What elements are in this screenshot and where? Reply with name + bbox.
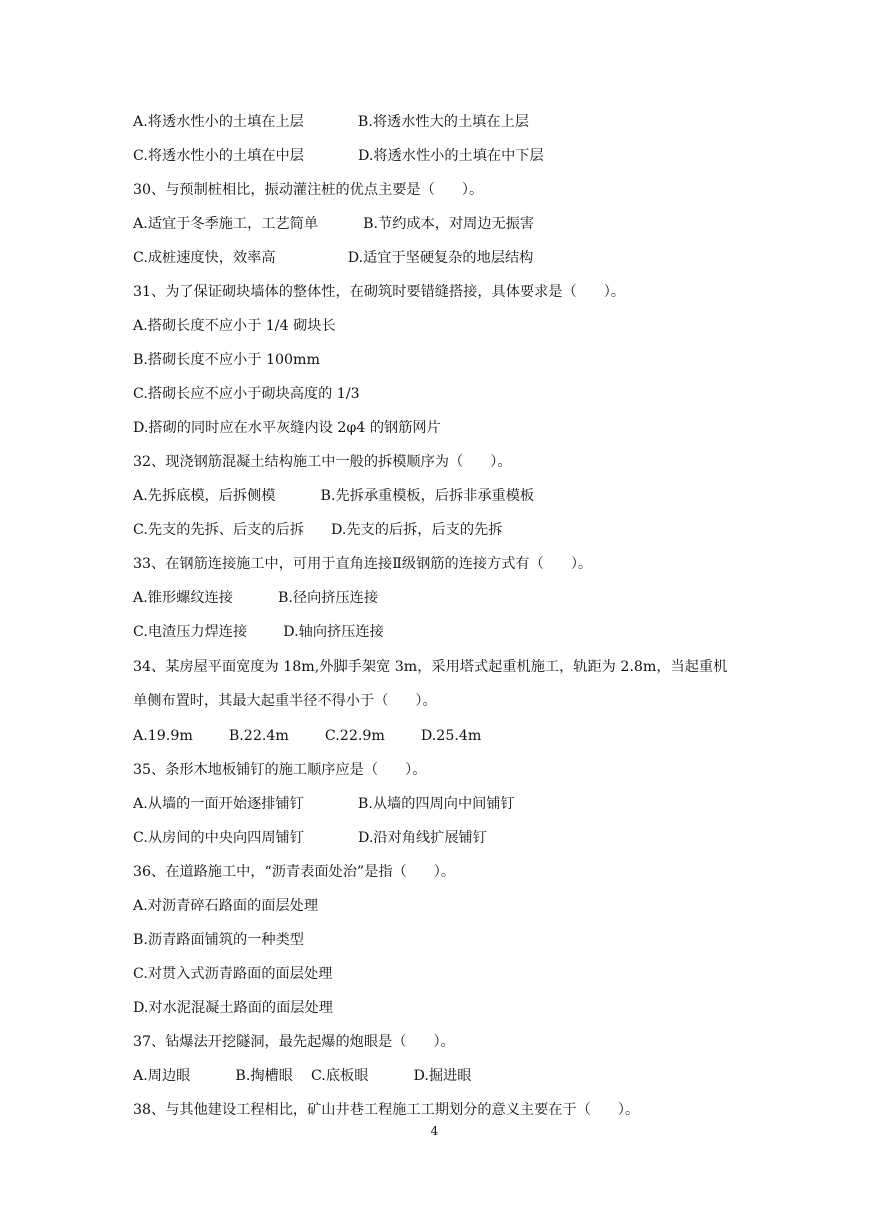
text-line: A.周边眼 B.掏槽眼 C.底板眼 D.掘进眼 [133, 1068, 472, 1084]
question-31: 31、为了保证砌块墙体的整体性，在砌筑时要错缝搭接，具体要求是（ ）。 [133, 284, 626, 300]
text-line: A.先拆底模，后拆侧模 B.先拆承重模板，后拆非承重模板 [133, 488, 535, 504]
text-line: C.电渣压力焊连接 D.轴向挤压连接 [133, 624, 384, 640]
page-number: 4 [430, 1124, 439, 1138]
text-line: A.从墙的一面开始逐排铺钉 B.从墙的四周向中间铺钉 [133, 796, 515, 812]
question-37: 37、钻爆法开挖隧洞，最先起爆的炮眼是（ ）。 [133, 1034, 455, 1050]
text-line: B.沥青路面铺筑的一种类型 [133, 932, 304, 948]
text-line: D.搭砌的同时应在水平灰缝内设 2φ4 的钢筋网片 [133, 420, 441, 436]
text-line: A.对沥青碎石路面的面层处理 [133, 898, 319, 914]
text-line: C.先支的先拆、后支的后拆 D.先支的后拆，后支的先拆 [133, 522, 503, 538]
text-line: 单侧布置时，其最大起重半径不得小于（ ）。 [133, 693, 437, 709]
text-line: A.将透水性小的土填在上层 B.将透水性大的土填在上层 [133, 114, 529, 130]
question-36: 36、在道路施工中，“沥青表面处治”是指（ ）。 [133, 864, 456, 880]
text-line: C.搭砌长应不应小于砌块高度的 1/3 [133, 386, 360, 402]
text-line: C.从房间的中央向四周铺钉 D.沿对角线扩展铺钉 [133, 830, 487, 846]
text-line: A.19.9m B.22.4m C.22.9m D.25.4m [133, 728, 482, 744]
text-line: C.成桩速度快，效率高 D.适宜于坚硬复杂的地层结构 [133, 250, 534, 266]
text-line: C.将透水性小的土填在中层 D.将透水性小的土填在中下层 [133, 148, 544, 164]
text-line: A.锥形螺纹连接 B.径向挤压连接 [133, 590, 379, 606]
text-line: A.搭砌长度不应小于 1/4 砌块长 [133, 318, 336, 334]
text-line: D.对水泥混凝土路面的面层处理 [133, 1000, 333, 1016]
question-35: 35、条形木地板铺钉的施工顺序应是（ ）。 [133, 762, 427, 778]
question-38: 38、与其他建设工程相比，矿山井巷工程施工工期划分的意义主要在于（ ）。 [133, 1102, 640, 1118]
question-32: 32、现浇钢筋混凝土结构施工中一般的拆模顺序为（ ）。 [133, 454, 512, 470]
text-line: A.适宜于冬季施工，工艺简单 B.节约成本，对周边无振害 [133, 216, 535, 232]
text-line: C.对贯入式沥青路面的面层处理 [133, 966, 333, 982]
text-line: B.搭砌长度不应小于 100mm [133, 352, 320, 368]
question-34: 34、某房屋平面宽度为 18m,外脚手架宽 3m，采用塔式起重机施工，轨距为 2.8m，当起重机 [133, 659, 728, 675]
question-33: 33、在钢筋连接施工中，可用于直角连接Ⅱ级钢筋的连接方式有（ ）。 [133, 556, 593, 572]
question-30: 30、与预制桩相比，振动灌注桩的优点主要是（ ）。 [133, 182, 484, 198]
